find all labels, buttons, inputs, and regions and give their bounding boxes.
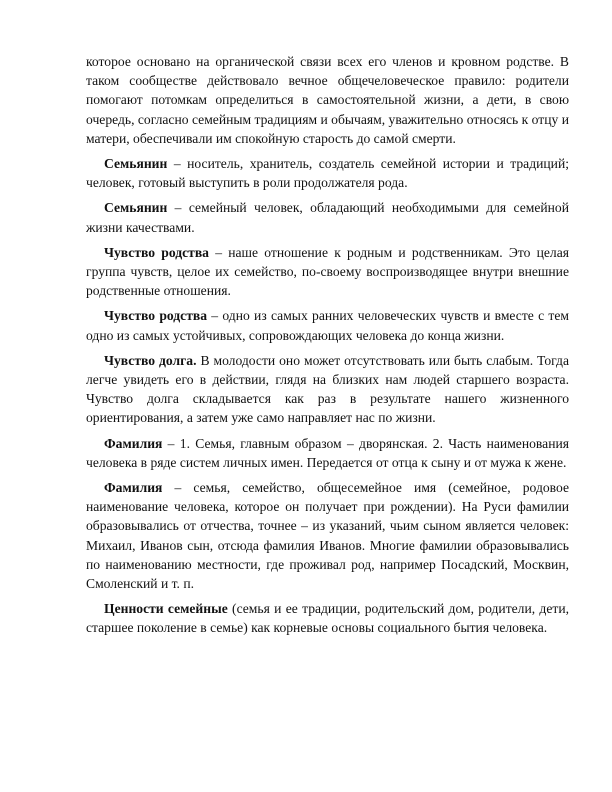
definition-semyanin-1 <box>86 154 569 192</box>
definition-cennosti-semeinye <box>86 599 569 637</box>
definition-chuvstvo-dolga <box>86 351 569 428</box>
definition-familiya-2 <box>86 478 569 593</box>
definition-text: – семейный человек, обладающий необходимыми для семейной жизни качествами. <box>86 200 569 235</box>
definition-chuvstvo-rodstva-1 <box>86 243 569 301</box>
term: Фамилия <box>104 435 163 451</box>
term: Чувство родства <box>104 308 208 324</box>
paragraph-text: которое основано на органической связи всех его членов и кровном родстве. В таком сообществе действовало вечное общечеловеческое правило: родители помогают потомкам определиться в самостоятельной жизни, а дети, в свою очередь, согласно семейным традициям и обычаям, уважительно относясь к отцу и матери, обеспечивали им спокойную старость до самой смерти. <box>86 54 569 146</box>
definition-text: (семья и ее традиции, родительский дом, родители, дети, старшее поколение в семье) как корневые основы социального бытия человека. <box>86 601 569 636</box>
definition-text: В молодости оно может отсутствовать или быть слабым. Тогда легче увидеть его в действии, глядя на близких нам людей старшего возраста. Чувство долга складывается как раз в результате нашего жизненного ориентирования, а затем уже само направляет нас по жизни. <box>86 352 569 426</box>
definition-text: – наше отношение к родным и родственникам. Это целая группа чувств, целое их семейство, по-своему воспроизводящее внутри внешние родственные отношения. <box>86 244 569 299</box>
definition-chuvstvo-rodstva-2 <box>86 306 569 344</box>
definition-text: – семья, семейство, общесемейное имя (семейное, родовое наименование человека, которое он получает при рождении). На Руси фамилии образовывались от отчества, точнее – из указаний, чьим сыном является человек: Михаил, Иванов сын, отсюда фамилия Иванов. Многие фамилии образовывались по наименованию местности, где проживал род, например Посадский, Москвин, Смоленский и т. п. <box>86 480 569 592</box>
paragraph-continuation <box>86 52 569 148</box>
term: Семьянин <box>104 156 168 172</box>
definition-semyanin-2 <box>86 198 569 236</box>
definition-text: – 1. Семья, главным образом – дворянская. 2. Часть наименования человека в ряде систем личных имен. Передается от отца к сыну и от мужа к жене. <box>86 435 569 470</box>
term: Чувство долга. <box>104 352 197 368</box>
term: Ценности семейные <box>104 601 228 617</box>
definition-text: – носитель, хранитель, создатель семейной истории и традиций; человек, готовый выступить в роли продолжателя рода. <box>86 156 569 191</box>
definition-text: – одно из самых ранних человеческих чувств и вместе с тем одно из самых устойчивых, сопровождающих человека до конца жизни. <box>86 308 569 343</box>
term: Семьянин <box>104 200 168 216</box>
term: Чувство родства <box>104 244 209 260</box>
document-page <box>86 52 569 644</box>
definition-familiya-1 <box>86 434 569 472</box>
term: Фамилия <box>104 480 163 496</box>
